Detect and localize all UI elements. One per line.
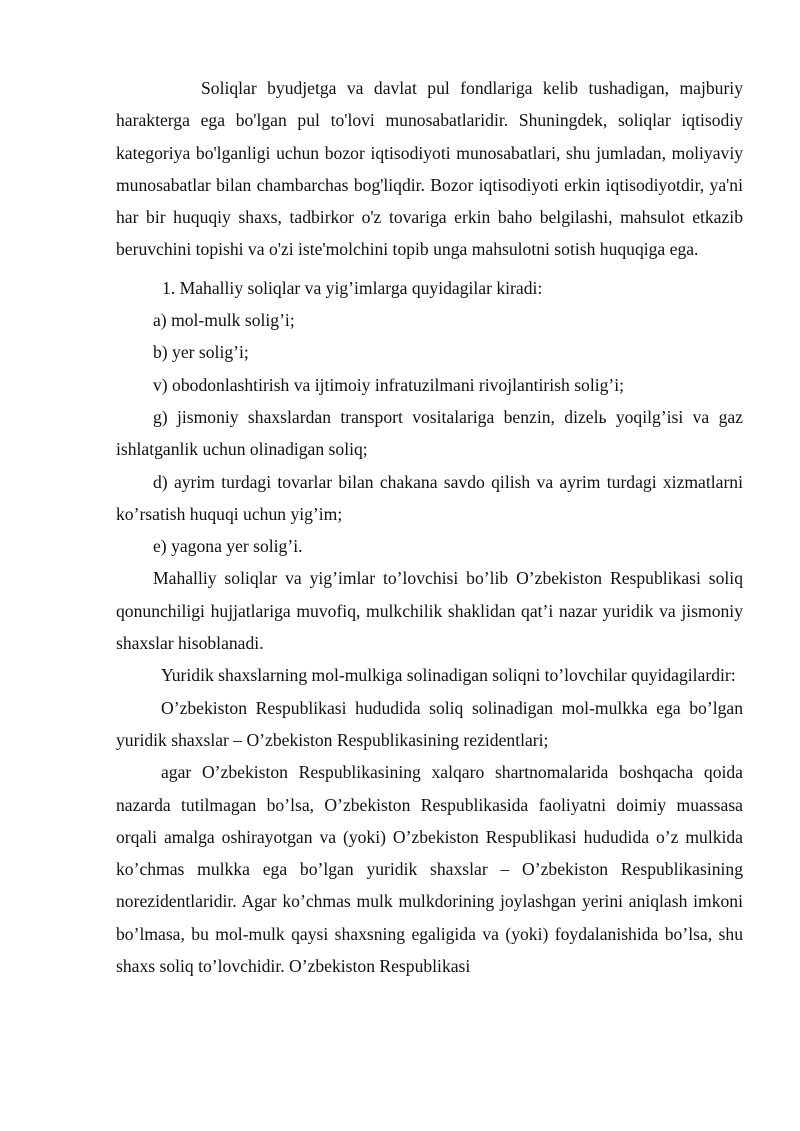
list-item-a: a) mol-mulk solig’i; [153,310,295,331]
payers-paragraph: Mahalliy soliqlar va yig’imlar to’lovchisi bo’lib O’zbekiston Respublikasi soliq qonunchiligi hujjatlariga muvofiq, mulkchilik shaklidan qat’i nazar yuridik va jismoniy shaxslar hisoblanadi. [116,568,743,654]
legal-entities-paragraph: Yuridik shaxslarning mol-mulkiga solinadigan soliqni to’lovchilar quyidagilardir: [161,665,736,686]
residents-paragraph: O’zbekiston Respublikasi hududida soliq solinadigan mol-mulkka ega bo’lgan yuridik shaxslar – O’zbekiston Respublikasining rezidentlari; [116,697,743,750]
list-item-g: g) jismoniy shaxslardan transport vositalariga benzin, dizelь yoqilg’isi va gaz ishlatganlik uchun olinadigan soliq; [116,406,743,460]
intro-paragraph: Soliqlar byudjetga va davlat pul fondlariga kelib tushadigan, majburiy harakterga ega bo'lgan pul to'lovi munosabatlaridir. Shuningdek, soliqlar iqtisodiy kategoriya bo'lganligi uchun bozor iqtisodiyoti munosabatlari, shu jumladan, moliyaviy munosabatlar bilan chambarchas bog'liqdir. Bozor iqtisodiyoti erkin iqtisodiyotdir, ya'ni har bir huquqiy shaxs, tadbirkor o'z tovariga erkin baho belgilashi, mahsulot etkazib beruvchini topishi va o'zi iste'molchini topib unga mahsulotni sotish huquqiga ega. [116,78,743,260]
nonresidents-paragraph: agar O’zbekiston Respublikasining xalqaro shartnomalarida boshqacha qoida nazarda tutilmagan bo’lsa, O’zbekiston Respublikasida faoliyatni doimiy muassasa orqali amalga oshirayotgan va (yoki) O’zbekiston Respublikasi hududida o’z mulkida ko’chmas mulkka ega bo’lgan yuridik shaxslar – O’zbekiston Respublikasining norezidentlaridir. Agar ko’chmas mulk mulkdorining joylashgan yerini aniqlash imkoni bo’lmasa, bu mol-mulk qaysi shaxsning egaligida va (yoki) foydalanishida bo’lsa, shu shaxs soliq to’lovchidir. O’zbekiston Respublikasi [116,762,743,977]
list-item-b: b) yer solig’i; [153,342,249,363]
list-item-v: v) obodonlashtirish va ijtimoiy infratuzilmani rivojlantirish solig’i; [153,374,625,395]
list-item-e: e) yagona yer solig’i. [153,536,303,557]
list-heading: 1. Mahalliy soliqlar va yig’imlarga quyidagilar kiradi: [162,277,543,298]
document-page [116,72,743,982]
list-item-d: d) ayrim turdagi tovarlar bilan chakana savdo qilish va ayrim turdagi xizmatlarni ko’rsatish huquqi uchun yig’im; [116,471,743,524]
